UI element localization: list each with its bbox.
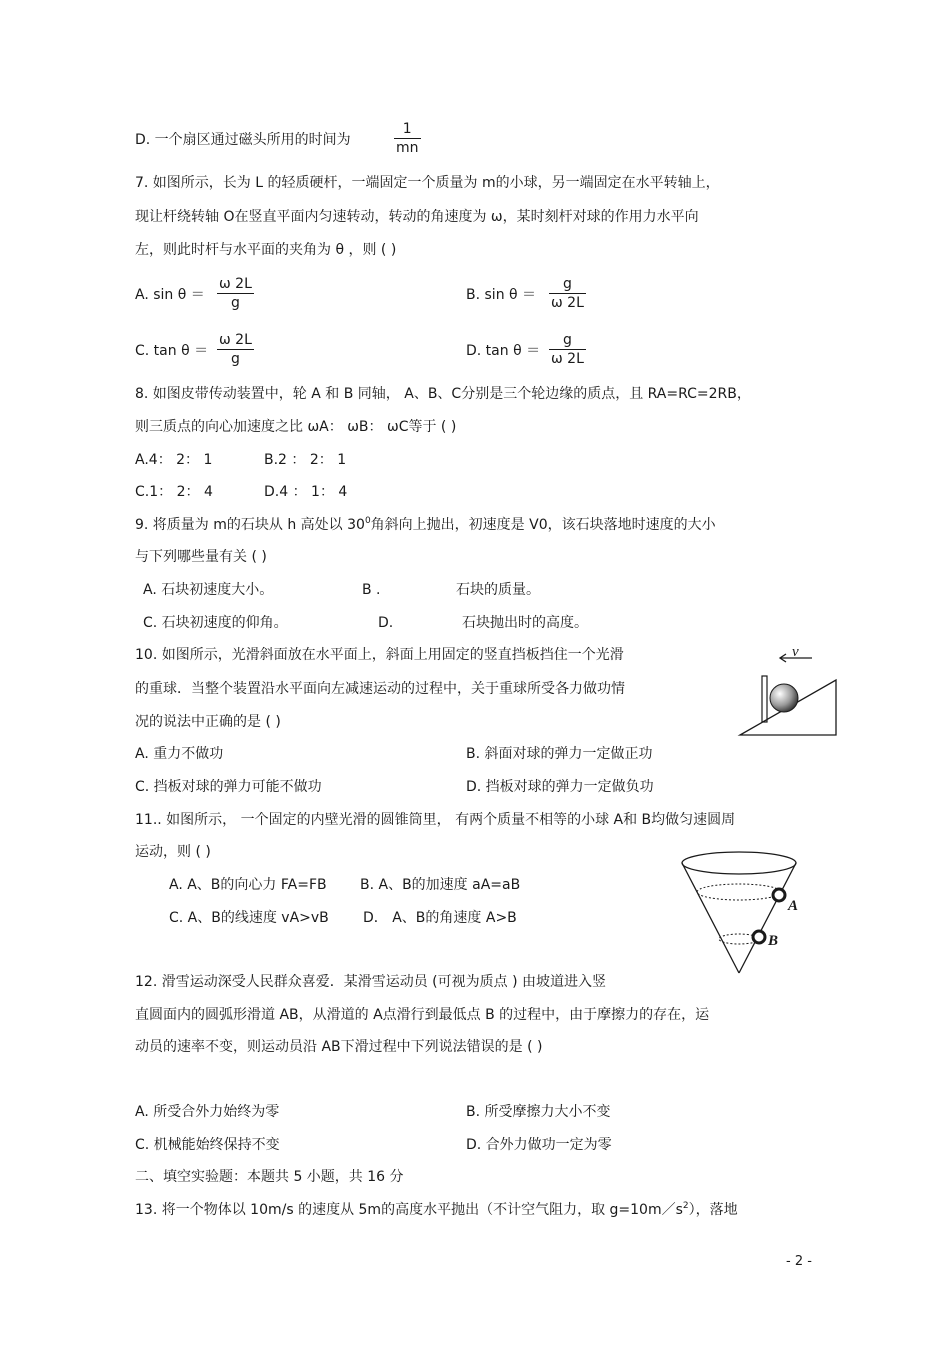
section-heading: 二、填空实验题：本题共 5 小题，共 16 分 (135, 1169, 404, 1185)
degree-superscript: 0 (364, 516, 371, 526)
q9-option-d-text: 石块抛出时的高度。 (462, 615, 588, 631)
ball-b-icon (753, 931, 765, 943)
fraction-numerator: 1 (394, 120, 421, 139)
q7-option-b-label: B. sin θ ＝ (466, 287, 537, 303)
q11-option-c: C. A、B的线速度 vA>vB (169, 910, 329, 926)
q8-option-c: C.1： 2： 4 (135, 484, 213, 500)
q10-incline-figure (730, 640, 840, 740)
q12-option-d: D. 合外力做功一定为零 (466, 1137, 612, 1153)
q12-stem-line-2: 直圆面内的圆弧形滑道 AB，从滑道的 A点滑行到最低点 B 的过程中，由于摩擦力的存在，运 (135, 1007, 710, 1023)
fraction-denominator: mn (396, 140, 419, 156)
q8-option-b: B.2 ： 2： 1 (264, 452, 347, 468)
q10-option-b: B. 斜面对球的弹力一定做正功 (466, 746, 653, 762)
q7-option-d-label: D. tan θ ＝ (466, 343, 541, 359)
ball-a-label: A (788, 898, 799, 914)
ball-icon (770, 684, 798, 712)
q7-option-d-fraction (549, 331, 586, 368)
q12-stem-line-1: 12. 滑雪运动深受人民群众喜爱．某滑雪运动员 (可视为质点 ) 由坡道进入竖 (135, 974, 606, 990)
q7-option-c-fraction (217, 331, 254, 368)
ball-b-label: B (768, 933, 779, 949)
fraction-numerator: ω 2L (219, 276, 252, 292)
q10-option-d: D. 挡板对球的弹力一定做负功 (466, 779, 654, 795)
q12-option-a: A. 所受合外力始终为零 (135, 1104, 280, 1120)
q8-stem-line-2: 则三质点的向心加速度之比 ωA： ωB： ωC等于 ( ) (135, 419, 457, 435)
q12-option-b: B. 所受摩擦力大小不变 (466, 1104, 611, 1120)
fraction-numerator: g (549, 275, 586, 294)
fraction-denominator: g (231, 351, 240, 367)
q9-option-d-label: D. (378, 615, 394, 631)
ball-a-icon (773, 889, 785, 901)
q6-option-d-fraction (394, 120, 421, 157)
q9-line1-text: 9. 将质量为 m的石块从 h 高处以 30 (135, 517, 365, 533)
q9-option-a: A. 石块初速度大小。 (143, 582, 274, 598)
q9-option-b-text: 石块的质量。 (456, 582, 540, 598)
q8-option-d: D.4 ： 1： 4 (264, 484, 348, 500)
q7-option-b-fraction (549, 275, 586, 312)
square-superscript: 2 (682, 1201, 689, 1211)
q11-cone-figure (674, 848, 809, 978)
q10-stem-line-3: 况的说法中正确的是 ( ) (135, 714, 281, 730)
q13-line1-text-cont: ），落地 (688, 1202, 738, 1218)
q9-stem-line-1 (135, 516, 716, 536)
q7-stem-line-1: 7. 如图所示，长为 L 的轻质硬杆，一端固定一个质量为 m的小球，另一端固定在水平转轴上， (135, 175, 720, 191)
q9-stem-line-2: 与下列哪些量有关 ( ) (135, 549, 267, 565)
q7-option-c-label: C. tan θ ＝ (135, 343, 209, 359)
q7-option-a-label: A. sin θ ＝ (135, 287, 205, 303)
q6-option-d: D. 一个扇区通过磁头所用的时间为 (135, 132, 351, 148)
q7-stem-line-3: 左，则此时杆与水平面的夹角为 θ ，则 ( ) (135, 242, 397, 258)
velocity-label: v (792, 644, 799, 660)
q8-option-a: A.4： 2： 1 (135, 452, 213, 468)
q11-option-a: A. A、B的向心力 FA=FB (169, 877, 327, 893)
fraction-numerator: g (549, 331, 586, 350)
q12-stem-line-3: 动员的速率不变，则运动员沿 AB下滑过程中下列说法错误的是 ( ) (135, 1039, 543, 1055)
q7-stem-line-2: 现让杆绕转轴 O在竖直平面内匀速转动，转动的角速度为 ω，某时刻杆对球的作用力水平向 (135, 209, 699, 225)
q13-line1-text: 13. 将一个物体以 10m/s 的速度从 5m的高度水平抛出（不计空气阻力，取 g=10m／s (135, 1202, 683, 1218)
q12-option-c: C. 机械能始终保持不变 (135, 1137, 280, 1153)
fraction-denominator: ω 2L (551, 295, 584, 311)
fraction-denominator: ω 2L (551, 351, 584, 367)
fraction-numerator: ω 2L (219, 332, 252, 348)
q10-stem-line-1: 10. 如图所示，光滑斜面放在水平面上，斜面上用固定的竖直挡板挡住一个光滑 (135, 647, 624, 663)
q9-option-b-label: B . (362, 582, 381, 598)
q10-option-a: A. 重力不做功 (135, 746, 224, 762)
q11-stem-line-2: 运动，则 ( ) (135, 844, 211, 860)
q11-stem-line-1: 11.. 如图所示， 一个固定的内壁光滑的圆锥筒里， 有两个质量不相等的小球 A和 B均做匀速圆周 (135, 812, 736, 828)
q8-stem-line-1: 8. 如图皮带传动装置中，轮 A 和 B 同轴， A、B、C分别是三个轮边缘的质点，且 RA=RC=2RB， (135, 386, 751, 402)
q7-option-a-fraction (217, 275, 254, 312)
page-number: - 2 - (786, 1254, 812, 1269)
q13-stem-line-1 (135, 1201, 738, 1221)
q11-option-d: D． A、B的角速度 A>B (363, 910, 517, 926)
q9-line1-text-cont: 角斜向上抛出，初速度是 V0，该石块落地时速度的大小 (370, 517, 716, 533)
fraction-denominator: g (231, 295, 240, 311)
q11-option-b: B. A、B的加速度 aA=aB (360, 877, 521, 893)
q10-option-c: C. 挡板对球的弹力可能不做功 (135, 779, 322, 795)
q10-stem-line-2: 的重球．当整个装置沿水平面向左减速运动的过程中，关于重球所受各力做功情 (135, 681, 625, 697)
q9-option-c: C. 石块初速度的仰角。 (143, 615, 288, 631)
